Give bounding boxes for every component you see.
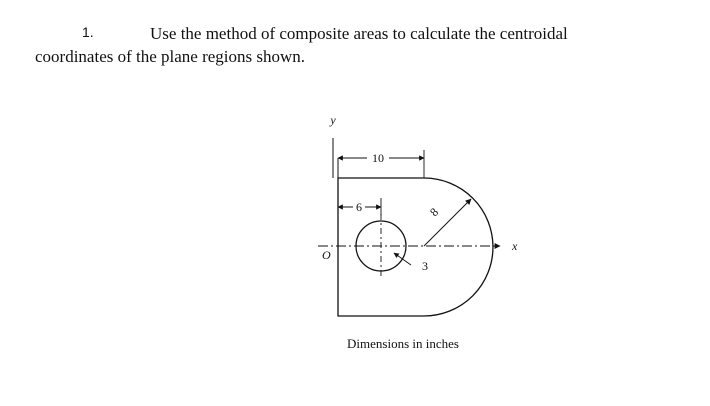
figure-caption: Dimensions in inches xyxy=(347,336,459,351)
origin-label: O xyxy=(322,248,331,262)
question-number: 1. xyxy=(82,24,94,40)
dimension-3-leader xyxy=(394,253,411,265)
question-text-line-2: coordinates of the plane regions shown. xyxy=(35,47,306,66)
dimension-3-label: 3 xyxy=(422,259,428,273)
plate-outline xyxy=(338,178,493,316)
question-text-line-1: Use the method of composite areas to calculate the centroidal xyxy=(150,24,568,43)
dimension-6-label: 6 xyxy=(356,200,362,214)
dimension-10-label: 10 xyxy=(372,151,384,165)
axis-y-label: y xyxy=(330,113,336,127)
dimension-8-label: 8 xyxy=(426,204,442,220)
axis-x-label: x xyxy=(512,239,518,253)
